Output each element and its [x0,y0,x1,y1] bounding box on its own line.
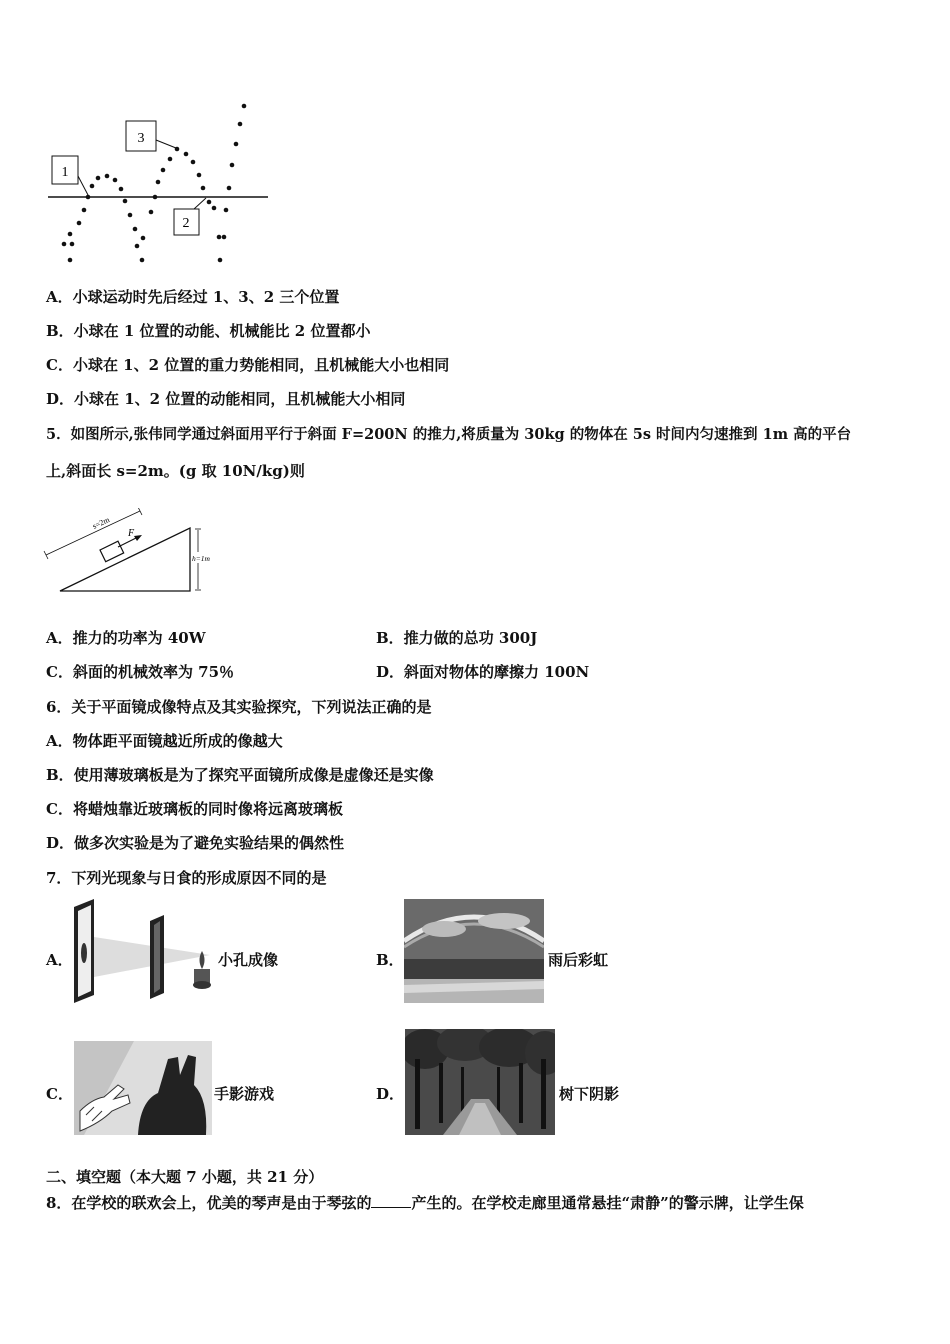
label-box-2 [174,198,206,235]
q7-option-a-caption: 小孔成像 [218,951,279,969]
label-box-1 [52,156,88,195]
label-3: 3 [137,131,145,146]
pinhole-image [70,897,215,1007]
q6-option-d: D．做多次实验是为了避免实验结果的偶然性 [46,834,345,852]
s-label: s=2m [91,515,112,531]
label-1: 1 [61,165,69,180]
f-label: F [128,528,135,539]
q6-option-b: B．使用薄玻璃板是为了探究平面镜所成像是虚像还是实像 [46,766,434,784]
q8-text-before: 8．在学校的联欢会上，优美的琴声是由于琴弦的 [46,1194,372,1212]
q7-option-c-letter: C． [46,1085,73,1103]
section2-heading: 二、填空题（本大题 7 小题，共 21 分） [46,1168,324,1186]
q5-stem-line1: 5．如图所示,张伟同学通过斜面用平行于斜面 F=200N 的推力,将质量为 30kg 的物体在 5s 时间内匀速推到 1m 高的平台 [46,426,852,443]
incline-figure [42,508,232,598]
h-label: h=1m [192,554,210,563]
q4-option-d: D．小球在 1、2 位置的动能相同，且机械能大小相同 [46,390,406,408]
q8-answer-blank [371,1207,411,1208]
q5-option-d: D．斜面对物体的摩擦力 100N [376,663,590,681]
label-2: 2 [182,216,190,231]
tree-shadow-image [405,1029,555,1135]
q7-option-d-caption: 树下阴影 [559,1085,620,1103]
q5-option-b: B．推力做的总功 300J [376,629,538,647]
q8-text-after: 产生的。在学校走廊里通常悬挂“肃静”的警示牌，让学生保 [411,1194,804,1212]
hand-shadow-image [74,1041,212,1135]
q7-stem: 7．下列光现象与日食的形成原因不同的是 [46,869,327,887]
label-box-3 [126,121,176,151]
incline-triangle [60,528,190,591]
q7-option-a-letter: A． [46,951,73,969]
q6-option-a: A．物体距平面镜越近所成的像越大 [46,732,283,750]
q6-stem: 6．关于平面镜成像特点及其实验探究，下列说法正确的是 [46,698,432,716]
q4-option-b: B．小球在 1 位置的动能、机械能比 2 位置都小 [46,322,371,340]
ball-trajectory-figure [44,98,276,264]
q5-option-c: C．斜面的机械效率为 75％ [46,663,235,681]
block [100,541,124,561]
q7-option-b-letter: B． [376,951,404,969]
rainbow-image [404,899,544,1003]
q5-option-a: A．推力的功率为 40W [46,629,206,647]
q6-option-c: C．将蜡烛靠近玻璃板的同时像将远离玻璃板 [46,800,343,818]
q7-option-c-caption: 手影游戏 [214,1085,275,1103]
q4-option-a: A．小球运动时先后经过 1、3、2 三个位置 [46,288,340,306]
q7-option-d-letter: D． [376,1085,405,1103]
q4-option-c: C．小球在 1、2 位置的重力势能相同，且机械能大小也相同 [46,356,450,374]
q5-stem-line2: 上,斜面长 s=2m。(g 取 10N/kg)则 [46,462,305,480]
q7-option-b-caption: 雨后彩虹 [548,951,609,969]
q8-stem [46,1192,804,1213]
